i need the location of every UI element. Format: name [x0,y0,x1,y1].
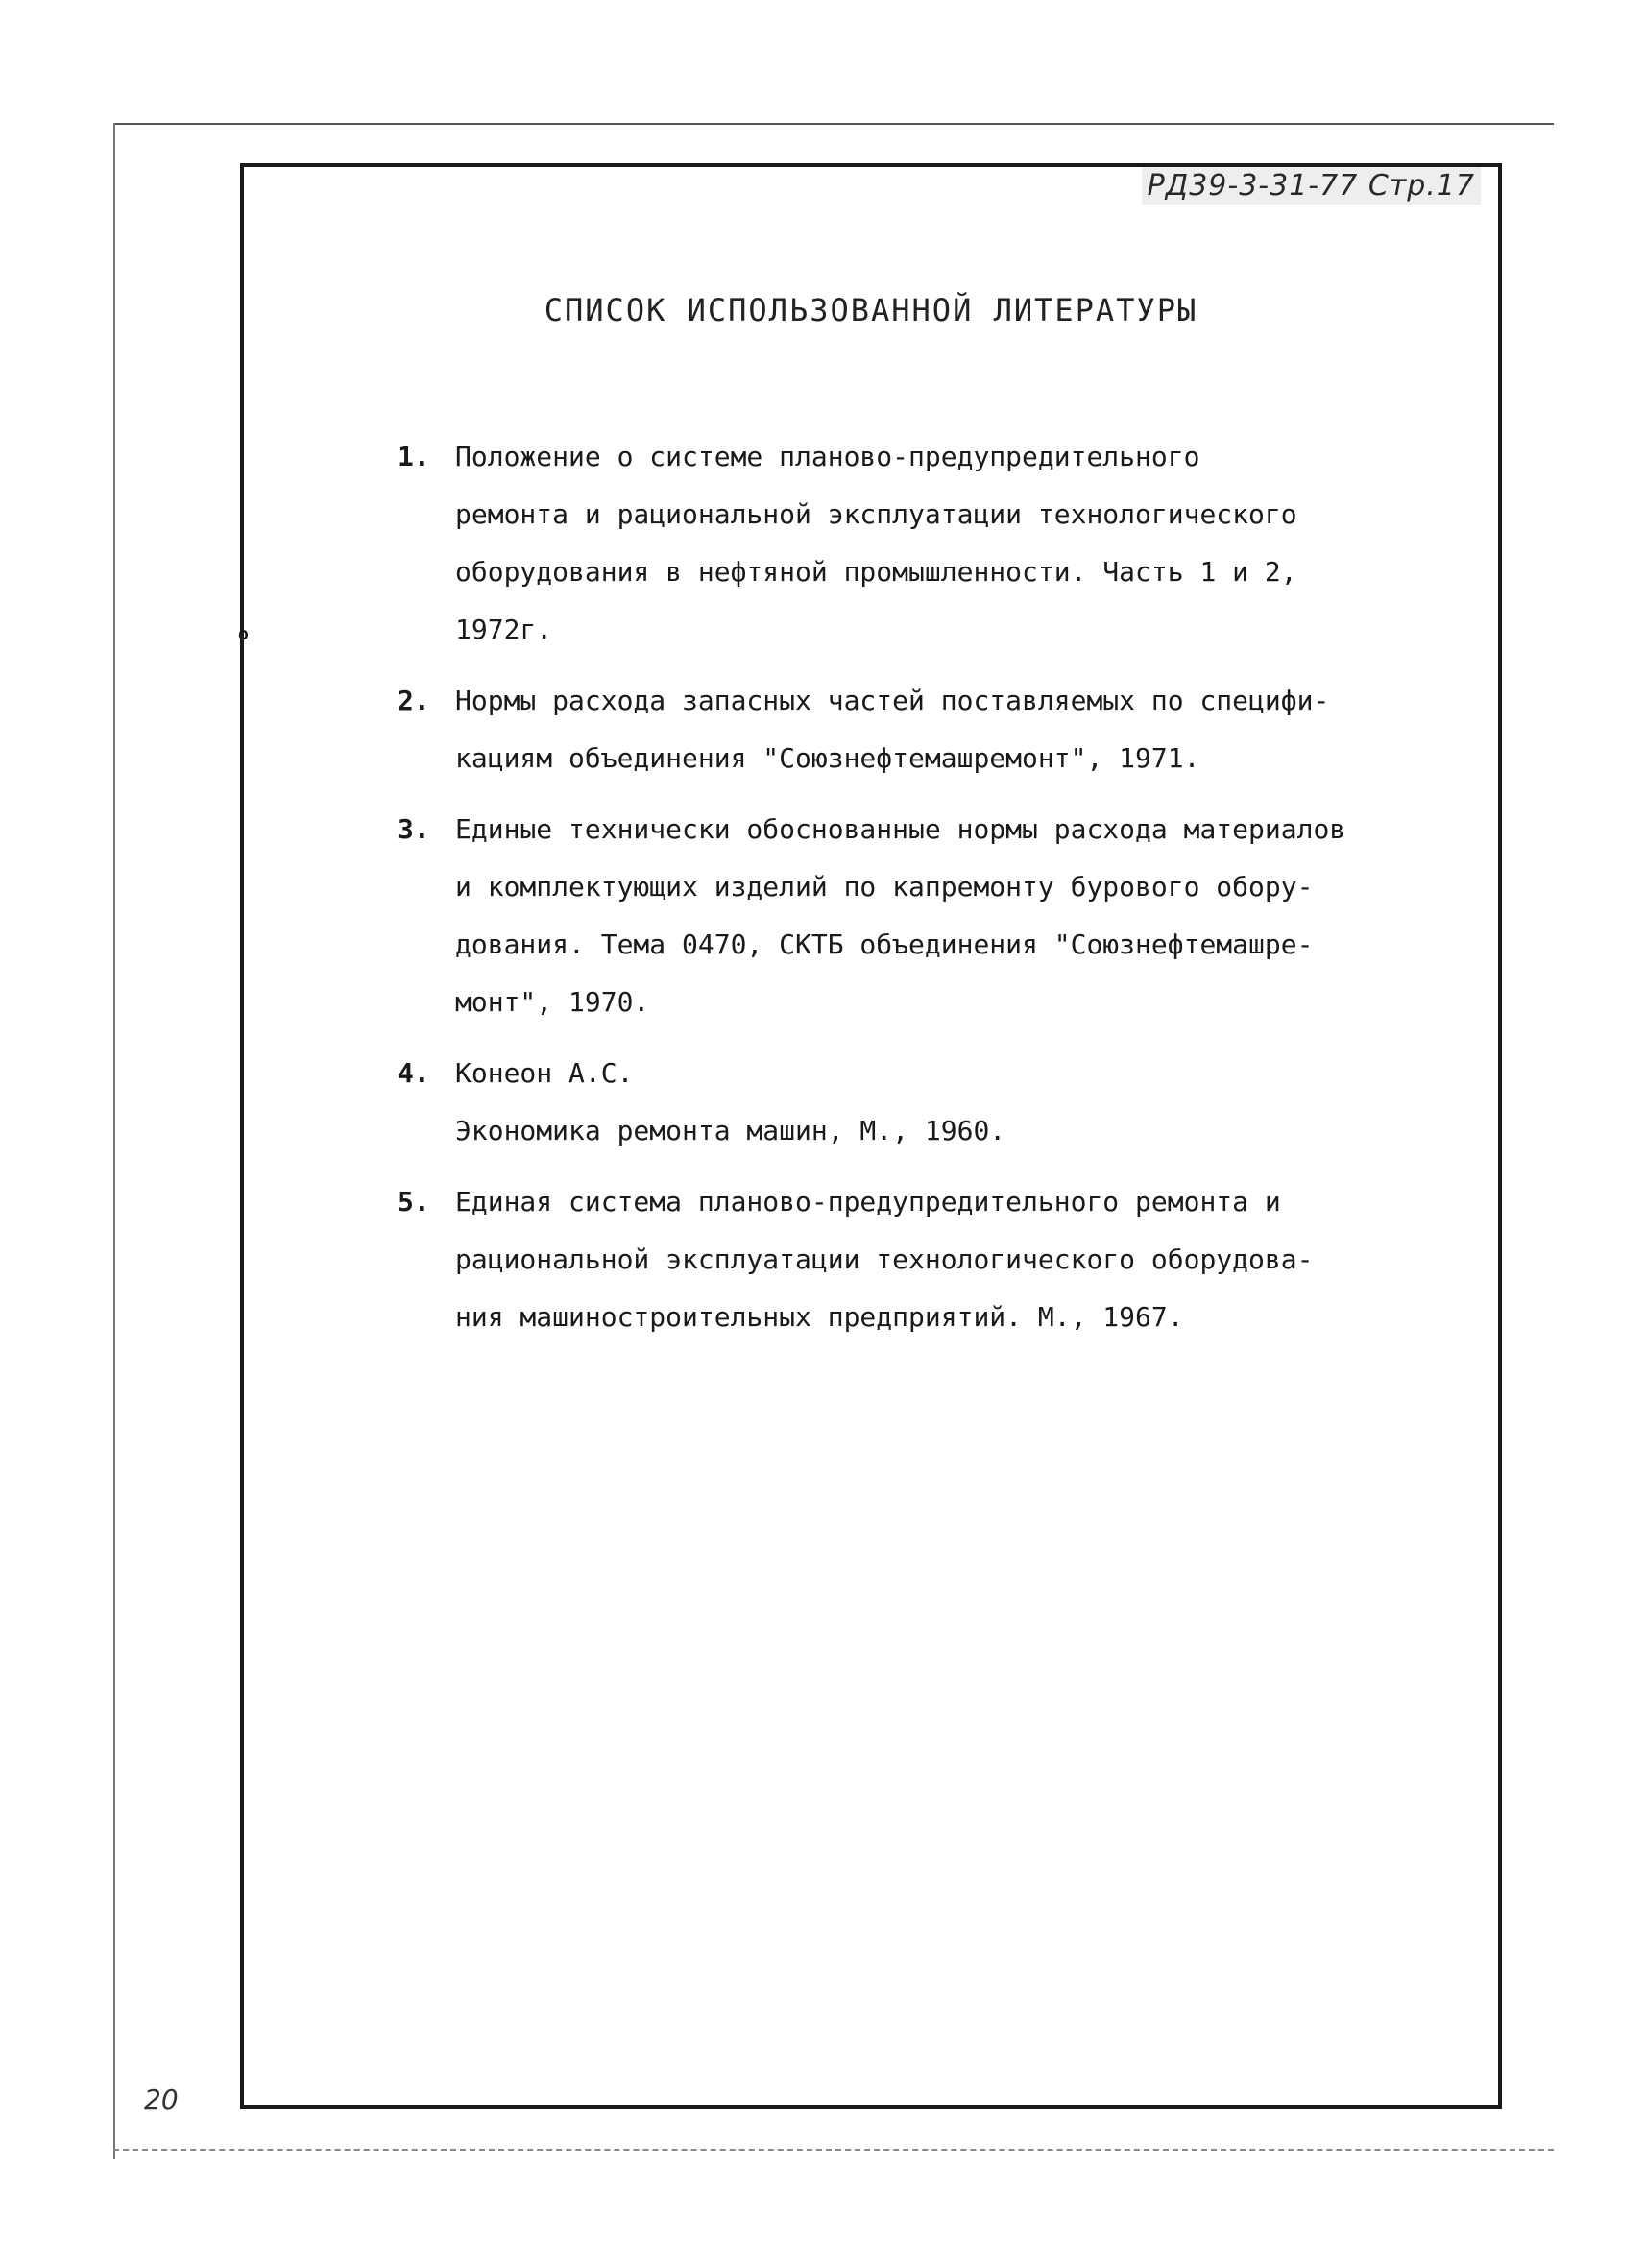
page-number: 20 [144,2084,179,2115]
reference-text [455,1173,1483,1346]
reference-text [455,428,1483,659]
reference-number: 3. [398,813,430,845]
reference-line: Экономика ремонта машин, М., 1960. [455,1115,1006,1146]
reference-line: Единая система планово-предупредительного ремонта и [455,1186,1281,1218]
reference-line: 1972г. [455,614,553,645]
reference-item-3 [398,801,1483,1031]
reference-line: рациональной эксплуатации технологического оборудова- [455,1243,1314,1275]
reference-number: 5. [398,1186,430,1218]
reference-item-1 [398,428,1483,659]
reference-line: ремонта и рациональной эксплуатации технологического [455,498,1297,530]
reference-line: и комплектующих изделий по капремонту бурового обору- [455,871,1314,903]
document-code: РД39-3-31-77 Стр.17 [1142,167,1481,205]
reference-text [455,801,1483,1031]
reference-item-4 [398,1045,1483,1160]
reference-line: кациям объединения "Союзнефтемашремонт", 1971. [455,742,1200,774]
reference-number: 2. [398,685,430,716]
reference-line: дования. Тема 0470, СКТБ объединения "Союзнефтемашре- [455,929,1314,960]
reference-line: ния машиностроительных предприятий. М., 1967. [455,1301,1184,1333]
reference-text [455,672,1483,787]
reference-number: 4. [398,1057,430,1089]
reference-list [398,428,1483,1360]
reference-text [455,1045,1483,1160]
reference-item-5 [398,1173,1483,1346]
reference-line: Положение о системе планово-предупредительного [455,441,1200,472]
outer-border-left [113,123,115,2159]
document-frame [240,163,1502,2109]
page-title: СПИСОК ИСПОЛЬЗОВАННОЙ ЛИТЕРАТУРЫ [544,292,1198,328]
reference-number: 1. [398,441,430,472]
margin-mark: o [238,624,249,644]
reference-line: Конеон А.С. [455,1057,634,1089]
reference-line: монт", 1970. [455,986,650,1018]
outer-border-top [113,123,1554,125]
reference-line: Единые технически обоснованные нормы расхода материалов [455,813,1346,845]
reference-line: Нормы расхода запасных частей поставляемых по специфи- [455,685,1330,716]
outer-border-bottom [113,2149,1554,2151]
reference-item-2 [398,672,1483,787]
reference-line: оборудования в нефтяной промышленности. Часть 1 и 2, [455,556,1297,588]
